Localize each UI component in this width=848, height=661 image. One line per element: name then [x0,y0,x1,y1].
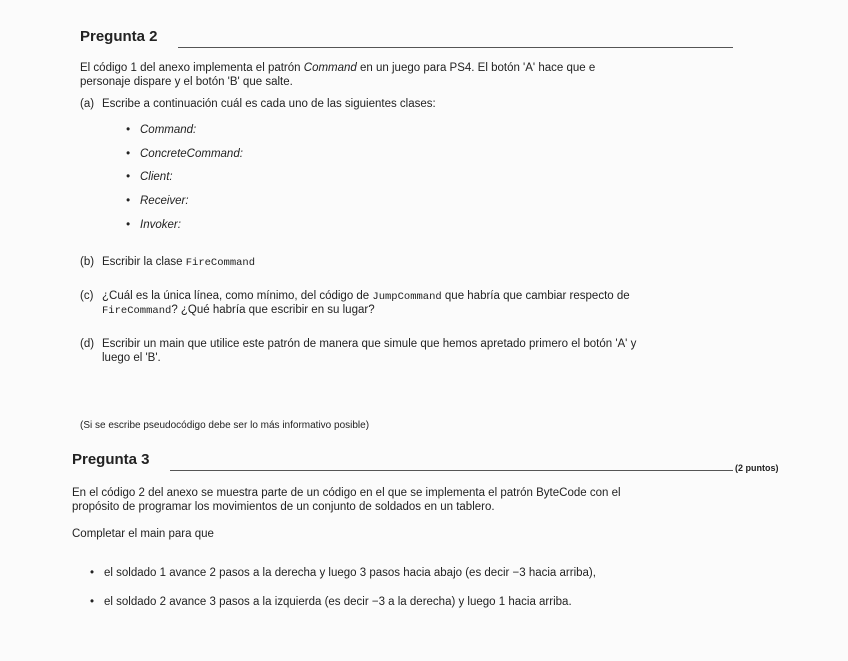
q2-c-line2 [102,303,375,318]
class-receiver: • Receiver: [140,194,189,208]
q2-note: (Si se escribe pseudocódigo debe ser lo más informativo posible) [80,420,370,431]
q2-title-rule [178,47,733,48]
q3-intro-line2: propósito de programar los movimientos de un conjunto de soldados en un tablero. [72,501,495,513]
class-concretecommand: • ConcreteCommand: [140,147,243,161]
q2-c-text-b: que habría que cambiar respecto de [441,290,630,302]
class-client: • Client: [140,170,173,184]
q2-intro-line1 [80,61,595,75]
q3-points: (2 puntos) [735,463,779,473]
q2-d-line1: Escribir un main que utilice este patrón de manera que simule que hemos apretado primero el botón 'A' y [102,338,637,350]
q2-a-text: Escribe a continuación cuál es cada uno de las siguientes clases: [102,98,436,110]
q2-b-line [102,255,255,270]
q2-d-line2: luego el 'B'. [102,352,161,364]
q3-title-rule [170,470,733,471]
q2-intro-text-a: El código 1 del anexo implementa el patrón [80,62,304,74]
q2-title: Pregunta 2 [80,28,158,45]
class-invoker: • Invoker: [140,218,181,232]
q2-intro-line2: personaje dispare y el botón 'B' que salte. [80,76,293,88]
q2-d-label: (d) [80,338,95,350]
class-command: • Command: [140,123,196,137]
q2-b-text: Escribir la clase [102,256,186,268]
q3-bullet-2: • el soldado 2 avance 3 pasos a la izquierda (es decir −3 a la derecha) y luego 1 hacia arriba. [104,595,572,609]
q2-a-label: (a) [80,98,95,110]
q3-title: Pregunta 3 [72,451,150,468]
q2-c-code-fire: FireCommand [102,305,172,317]
q2-c-label: (c) [80,290,94,302]
q3-complete: Completar el main para que [72,528,214,540]
q3-intro-line1: En el código 2 del anexo se muestra parte de un código en el que se implementa el patrón ByteCode con el [72,487,621,499]
q2-c-code-jump: JumpCommand [372,291,442,303]
q3-bullet-1: • el soldado 1 avance 2 pasos a la derecha y luego 3 pasos hacia abajo (es decir −3 hacia arriba), [104,566,596,580]
q2-c-text2: ? ¿Qué habría que escribir en su lugar? [171,304,375,316]
q2-intro-text-c: en un juego para PS4. El botón 'A' hace que e [356,62,596,74]
q2-c-line1 [102,289,630,304]
q2-intro-pattern: Command [303,62,357,74]
q2-b-label: (b) [80,256,95,268]
q2-b-code: FireCommand [185,257,256,269]
q2-c-text-a: ¿Cuál es la única línea, como mínimo, del código de [102,290,373,302]
